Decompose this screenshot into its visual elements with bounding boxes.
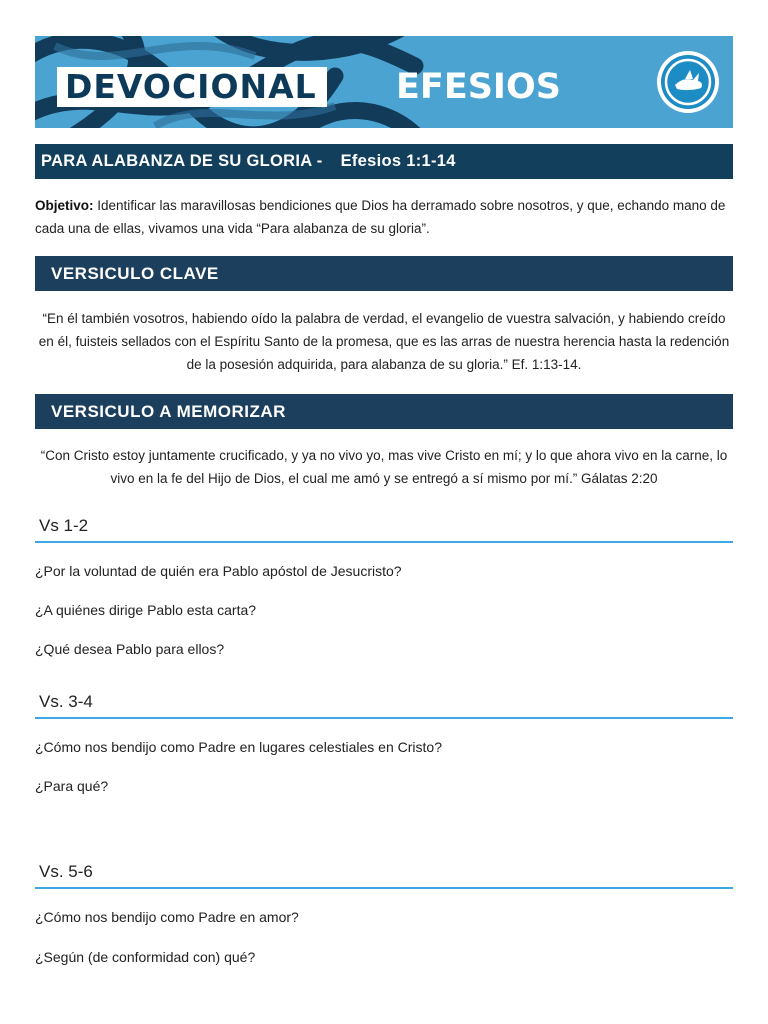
verse-group-label: Vs. 3-4 [39, 692, 93, 711]
key-verse-heading: VERSICULO CLAVE [35, 256, 733, 291]
key-verse-text: “En él también vosotros, habiendo oído la palabra de verdad, el evangelio de vuestra salvación, y habiendo creído en él, fuisteis sellados con el Espíritu Santo de la promesa, que es las arras de nuestra herencia hasta la redención de la posesión adquirida, para alabanza de su gloria.” Ef. 1:13-14. [38, 311, 730, 372]
verse-group-label: Vs 1-2 [39, 516, 89, 535]
verse-group-heading [35, 687, 733, 719]
banner-subtitle: EFESIOS [396, 67, 561, 107]
question-item: ¿Según (de conformidad con) qué? [35, 949, 256, 965]
question-item: ¿Para qué? [35, 778, 109, 794]
verse-group-heading [35, 511, 733, 543]
question-item: ¿Por la voluntad de quién era Pablo apóstol de Jesucristo? [35, 563, 402, 579]
dove-emblem-icon [655, 49, 721, 115]
section-title: PARA ALABANZA DE SU GLORIA - [41, 152, 323, 170]
section-reference: Efesios 1:1-14 [340, 152, 456, 170]
banner-title: DEVOCIONAL [57, 67, 327, 107]
verse-group-label: Vs. 5-6 [39, 862, 93, 881]
objective-label: Objetivo: [35, 198, 94, 213]
objective-paragraph [35, 194, 735, 240]
memory-verse-text: “Con Cristo estoy juntamente crucificado, y ya no vivo yo, mas vive Cristo en mí; y lo que ahora vivo en la carne, lo vivo en la fe del Hijo de Dios, el cual me amó y se entregó a sí mismo por mí.” Gálatas 2:20 [40, 448, 728, 486]
question-item: ¿Cómo nos bendijo como Padre en lugares celestiales en Cristo? [35, 739, 442, 755]
verse-group-heading [35, 857, 733, 889]
objective-text: Identificar las maravillosas bendiciones que Dios ha derramado sobre nosotros, y que, echando mano de cada una de ellas, vivamos una vida “Para alabanza de su gloria”. [35, 198, 726, 236]
question-item: ¿Qué desea Pablo para ellos? [35, 641, 225, 657]
section-header [35, 144, 733, 179]
question-item: ¿A quiénes dirige Pablo esta carta? [35, 602, 257, 618]
memory-verse-heading: VERSICULO A MEMORIZAR [35, 394, 733, 429]
header-banner [35, 36, 733, 128]
question-item: ¿Cómo nos bendijo como Padre en amor? [35, 909, 299, 925]
